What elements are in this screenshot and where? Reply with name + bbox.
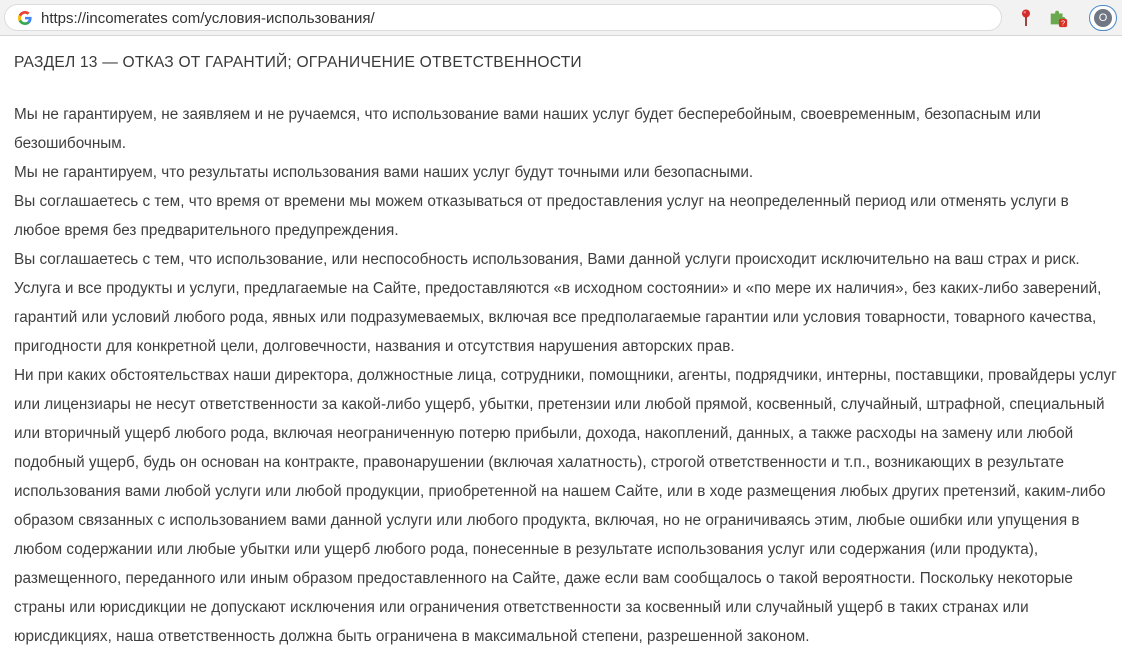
paragraph: Вы соглашаетесь с тем, что время от времени мы можем отказываться от предоставления услуг на неопределенный период или отменять услуги в любое время без предварительного предупреждения. bbox=[14, 193, 1069, 239]
avatar: O bbox=[1094, 9, 1112, 27]
browser-toolbar bbox=[0, 0, 1122, 36]
address-bar[interactable] bbox=[4, 4, 1002, 31]
profile-button[interactable] bbox=[1089, 5, 1117, 31]
puzzle-extension-icon[interactable] bbox=[1048, 8, 1068, 28]
pin-extension-icon[interactable] bbox=[1016, 8, 1036, 28]
section-body bbox=[14, 100, 1122, 651]
paragraph: Мы не гарантируем, не заявляем и не ручаемся, что использование вами наших услуг будет бесперебойным, своевременным, безопасным или безошибочным. bbox=[14, 106, 1041, 152]
paragraph: Мы не гарантируем, что результаты использования вами наших услуг будут точными или безопасными. bbox=[14, 164, 754, 181]
url-text[interactable]: https://incomerates com/условия-использования/ bbox=[41, 10, 375, 27]
google-g-icon bbox=[17, 10, 33, 26]
paragraph: Ни при каких обстоятельствах наши директора, должностные лица, сотрудники, помощники, агенты, подрядчики, интерны, поставщики, провайдеры услуг или лицензиары не несут ответственности за какой-либо ущерб, убытки, претензии или любой прямой, косвенный, случайный, штрафной, специальный или вторичный ущерб любого рода, включая неограниченную потерю прибыли, дохода, накоплений, данных, а также расходы на замену или любой подобный ущерб, будь он основан на контракте, правонарушении (включая халатность), строгой ответственности и т.п., возникающих в результате использования вами любой услуги или любой продукции, приобретенной на нашем Сайте, или в ходе размещения любых других претензий, каким-либо образом связанных с использованием вами данной услуги или любого продукта, включая, но не ограничиваясь этим, любые ошибки или упущения в любом содержании или любые убытки или ущерб любого рода, понесенные в результате использования услуг или содержания (или продукта), размещенного, переданного или иным образом предоставленного на Сайте, даже если вам сообщалось о такой вероятности. Поскольку некоторые страны или юрисдикции не допускают исключения или ограничения ответственности за косвенный или случайный ущерб в таких странах или юрисдикциях, наша ответственность должна быть ограничена в максимальной степени, разрешенной законом. bbox=[14, 367, 1117, 645]
section-heading: РАЗДЕЛ 13 — ОТКАЗ ОТ ГАРАНТИЙ; ОГРАНИЧЕНИЕ ОТВЕТСТВЕННОСТИ bbox=[14, 54, 582, 71]
page-content bbox=[14, 36, 1122, 651]
extension-badge: ? bbox=[1060, 18, 1066, 28]
paragraph: Вы соглашаетесь с тем, что использование, или неспособность использования, Вами данной услуги происходит исключительно на ваш страх и риск. Услуга и все продукты и услуги, предлагаемые на Сайте, предоставляются «в исходном состоянии» и «по мере их наличия», без каких-либо заверений, гарантий или условий любого рода, явных или подразумеваемых, включая все предполагаемые гарантии или условия товарности, товарного качества, пригодности для конкретной цели, долговечности, названия и отсутствия нарушения авторских прав. bbox=[14, 251, 1102, 355]
